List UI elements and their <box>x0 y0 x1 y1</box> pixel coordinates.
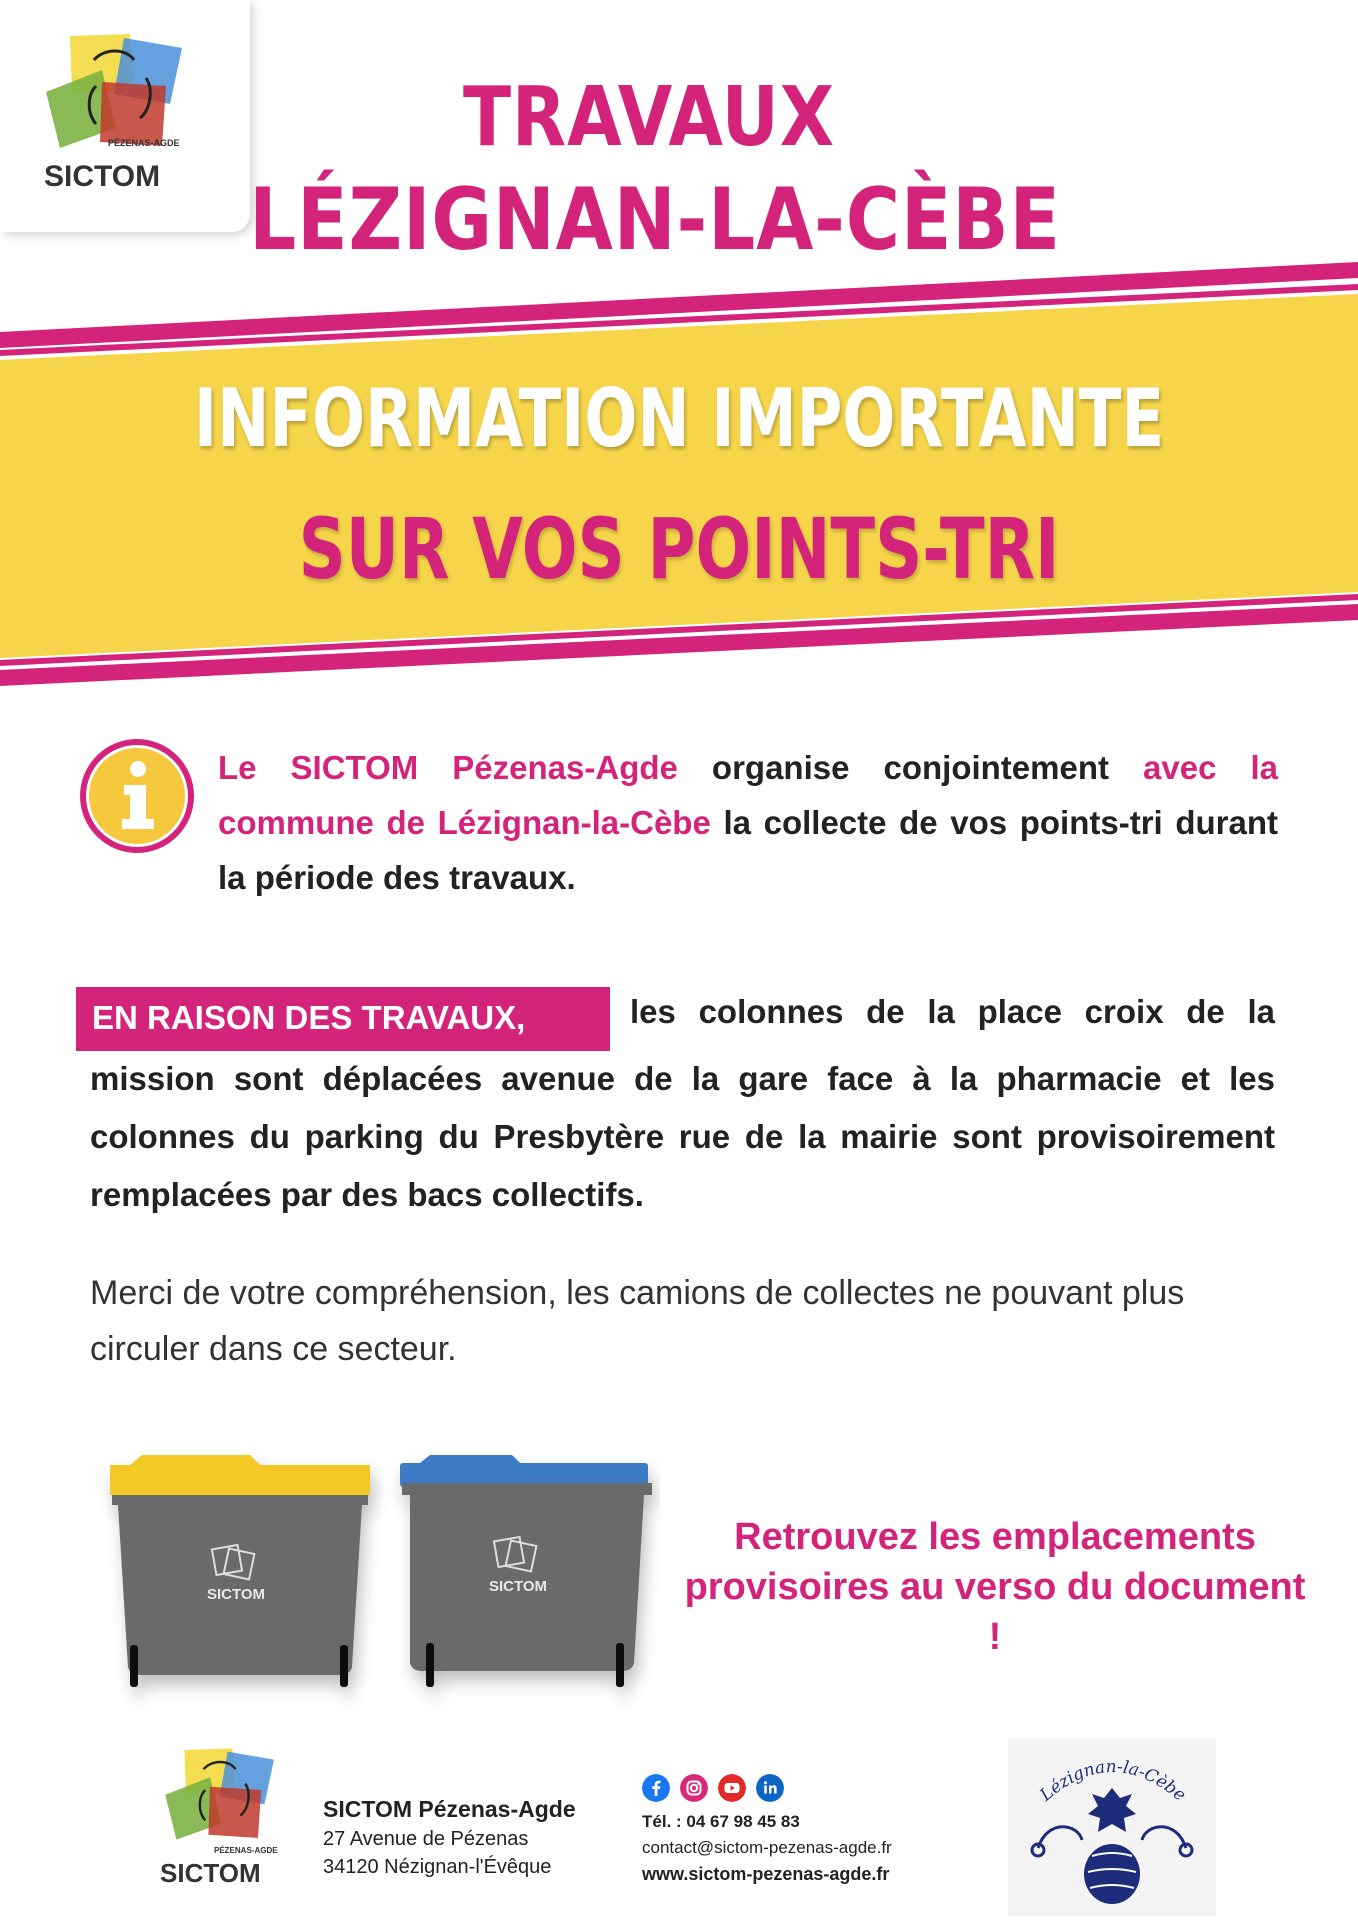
info-paragraph <box>218 740 1278 905</box>
linkedin-icon[interactable] <box>756 1774 784 1802</box>
info-banner <box>0 250 1358 690</box>
notice-first-line: les colonnes de la place croix de la <box>630 993 1275 1030</box>
footer-sictom-logo <box>158 1738 298 1888</box>
info-org-name: Le SICTOM Pézenas-Agde <box>218 749 678 786</box>
thanks-paragraph: Merci de votre compréhension, les camions de collectes ne pouvant plus circuler dans ce secteur. <box>90 1274 1185 1368</box>
instagram-icon[interactable] <box>680 1774 708 1802</box>
raison-tag <box>76 987 610 1051</box>
bin-label-yellow: SICTOM <box>206 1586 266 1603</box>
page-title-line2: LÉZIGNAN-LA-CÈBE <box>249 170 1061 270</box>
logo-name-text: SICTOM <box>44 160 161 193</box>
info-icon <box>78 737 196 855</box>
banner-heading: INFORMATION IMPORTANTE <box>193 372 1165 465</box>
bin-label-blue: SICTOM <box>488 1578 548 1595</box>
footer-website[interactable]: www.sictom-pezenas-agde.fr <box>642 1864 890 1884</box>
footer-logo-region: PÉZENAS-AGDE <box>214 1846 278 1855</box>
info-text-1: organise conjointement <box>677 749 1144 786</box>
footer-email[interactable]: contact@sictom-pezenas-agde.fr <box>642 1838 892 1857</box>
facebook-icon[interactable] <box>642 1774 670 1802</box>
footer-org-name: SICTOM Pézenas-Agde <box>323 1796 576 1822</box>
commune-crest-icon <box>1008 1738 1216 1916</box>
footer-phone[interactable]: Tél. : 04 67 98 45 83 <box>642 1812 800 1831</box>
page-title-line1: TRAVAUX <box>462 70 836 165</box>
info-commune: avec la commune de Lézignan-la-Cèbe <box>218 749 1278 841</box>
cta-text: Retrouvez les emplacements provisoires au verso du document ! <box>684 1516 1306 1658</box>
collective-bins-illustration <box>100 1455 660 1715</box>
raison-tag-label: EN RAISON DES TRAVAUX, <box>92 999 526 1036</box>
commune-logo <box>1008 1738 1216 1916</box>
info-text-2: la collecte de vos points-tri durant la période des travaux. <box>218 804 1278 896</box>
youtube-icon[interactable] <box>718 1774 746 1802</box>
banner-subheading: SUR VOS POINTS-TRI <box>298 500 1060 598</box>
logo-region-text: PÉZENAS-AGDE <box>108 138 180 148</box>
footer-street: 27 Avenue de Pézenas <box>323 1828 529 1850</box>
notice-body: mission sont déplacées avenue de la gare face à la pharmacie et les colonnes du parking du Presbytère rue de la mairie sont provisoirement remplacées par des bacs collectifs. <box>90 1060 1275 1213</box>
commune-logo-text: Lézignan-la-Cèbe <box>1036 1756 1190 1806</box>
footer-city: 34120 Nézignan-l'Évêque <box>323 1856 552 1878</box>
footer-logo-icon <box>162 1742 282 1846</box>
footer-logo-name: SICTOM <box>160 1858 261 1888</box>
